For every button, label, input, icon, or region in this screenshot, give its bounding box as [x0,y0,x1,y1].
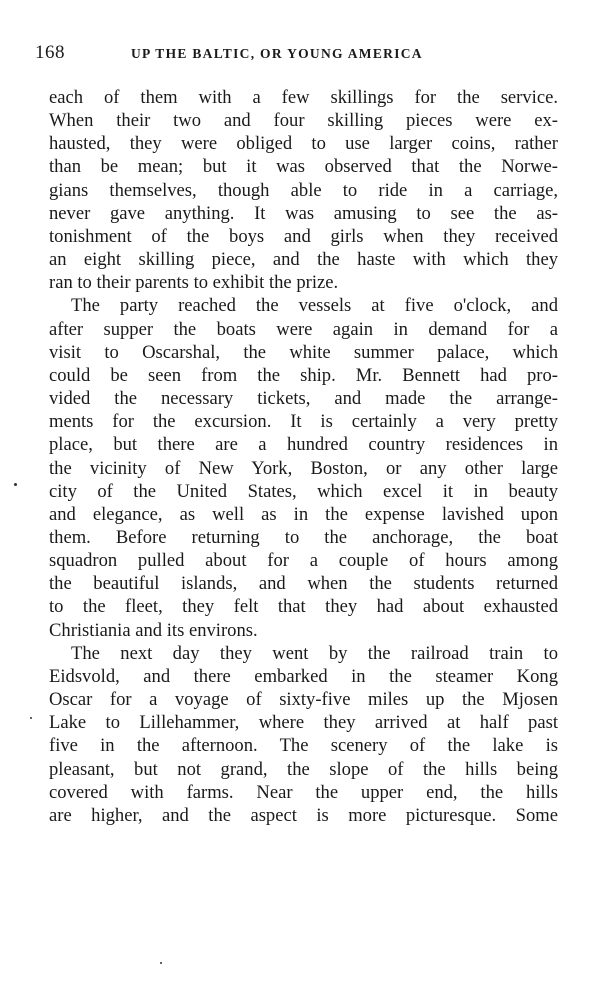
text-line: ran to their parents to exhibit the prize. [49,272,339,294]
text-line: Christiania and its environs. [49,619,258,641]
text-line: the beautiful islands, and when the students returned [49,573,558,595]
body-text [49,86,558,827]
paragraph-1 [49,86,558,294]
text-line: visit to Oscarshal, the white summer palace, which [49,341,558,363]
page-number: 168 [35,42,65,63]
text-line: tonishment of the boys and girls when they received [49,225,558,247]
text-line: Oscar for a voyage of sixty-five miles up the Mjosen [49,689,558,711]
paragraph-3 [49,642,558,827]
text-line: after supper the boats were again in demand for a [49,318,558,340]
text-line: place, but there are a hundred country residences in [49,434,558,456]
paragraph-2 [49,294,558,641]
text-line: vided the necessary tickets, and made the arrange- [49,388,558,410]
text-line: the vicinity of New York, Boston, or any other large [49,457,558,479]
text-line: to the fleet, they felt that they had about exhausted [49,596,558,618]
text-line: and elegance, as well as in the expense lavished upon [49,503,558,525]
text-line: city of the United States, which excel it in beauty [49,480,558,502]
text-line: gians themselves, though able to ride in a carriage, [49,179,558,201]
text-line: an eight skilling piece, and the haste with which they [49,249,558,271]
text-line: Eidsvold, and there embarked in the steamer Kong [49,665,558,687]
text-line: could be seen from the ship. Mr. Bennett had pro- [49,364,558,386]
scan-speck [30,717,32,719]
text-line: hausted, they were obliged to use larger coins, rather [49,133,558,155]
text-line: Lake to Lillehammer, where they arrived at half past [49,712,558,734]
text-line: The party reached the vessels at five o'clock, and [71,295,558,317]
text-line: are higher, and the aspect is more picturesque. Some [49,804,558,826]
text-line: squadron pulled about for a couple of hours among [49,550,558,572]
text-line: When their two and four skilling pieces were ex- [49,110,558,132]
text-line: than be mean; but it was observed that the Norwe- [49,156,558,178]
text-line: The next day they went by the railroad train to [71,642,558,664]
page-header [35,42,565,68]
text-line: them. Before returning to the anchorage, the boat [49,526,558,548]
text-line: five in the afternoon. The scenery of the lake is [49,735,558,757]
text-line: each of them with a few skillings for the service. [49,87,558,108]
text-line: pleasant, but not grand, the slope of the hills being [49,758,558,780]
running-head: UP THE BALTIC, OR YOUNG AMERICA [131,46,423,61]
text-line: ments for the excursion. It is certainly a very pretty [49,411,558,433]
scan-speck [160,962,162,964]
text-line: never gave anything. It was amusing to see the as- [49,202,558,224]
scan-speck [14,483,17,486]
text-line: covered with farms. Near the upper end, the hills [49,781,558,803]
